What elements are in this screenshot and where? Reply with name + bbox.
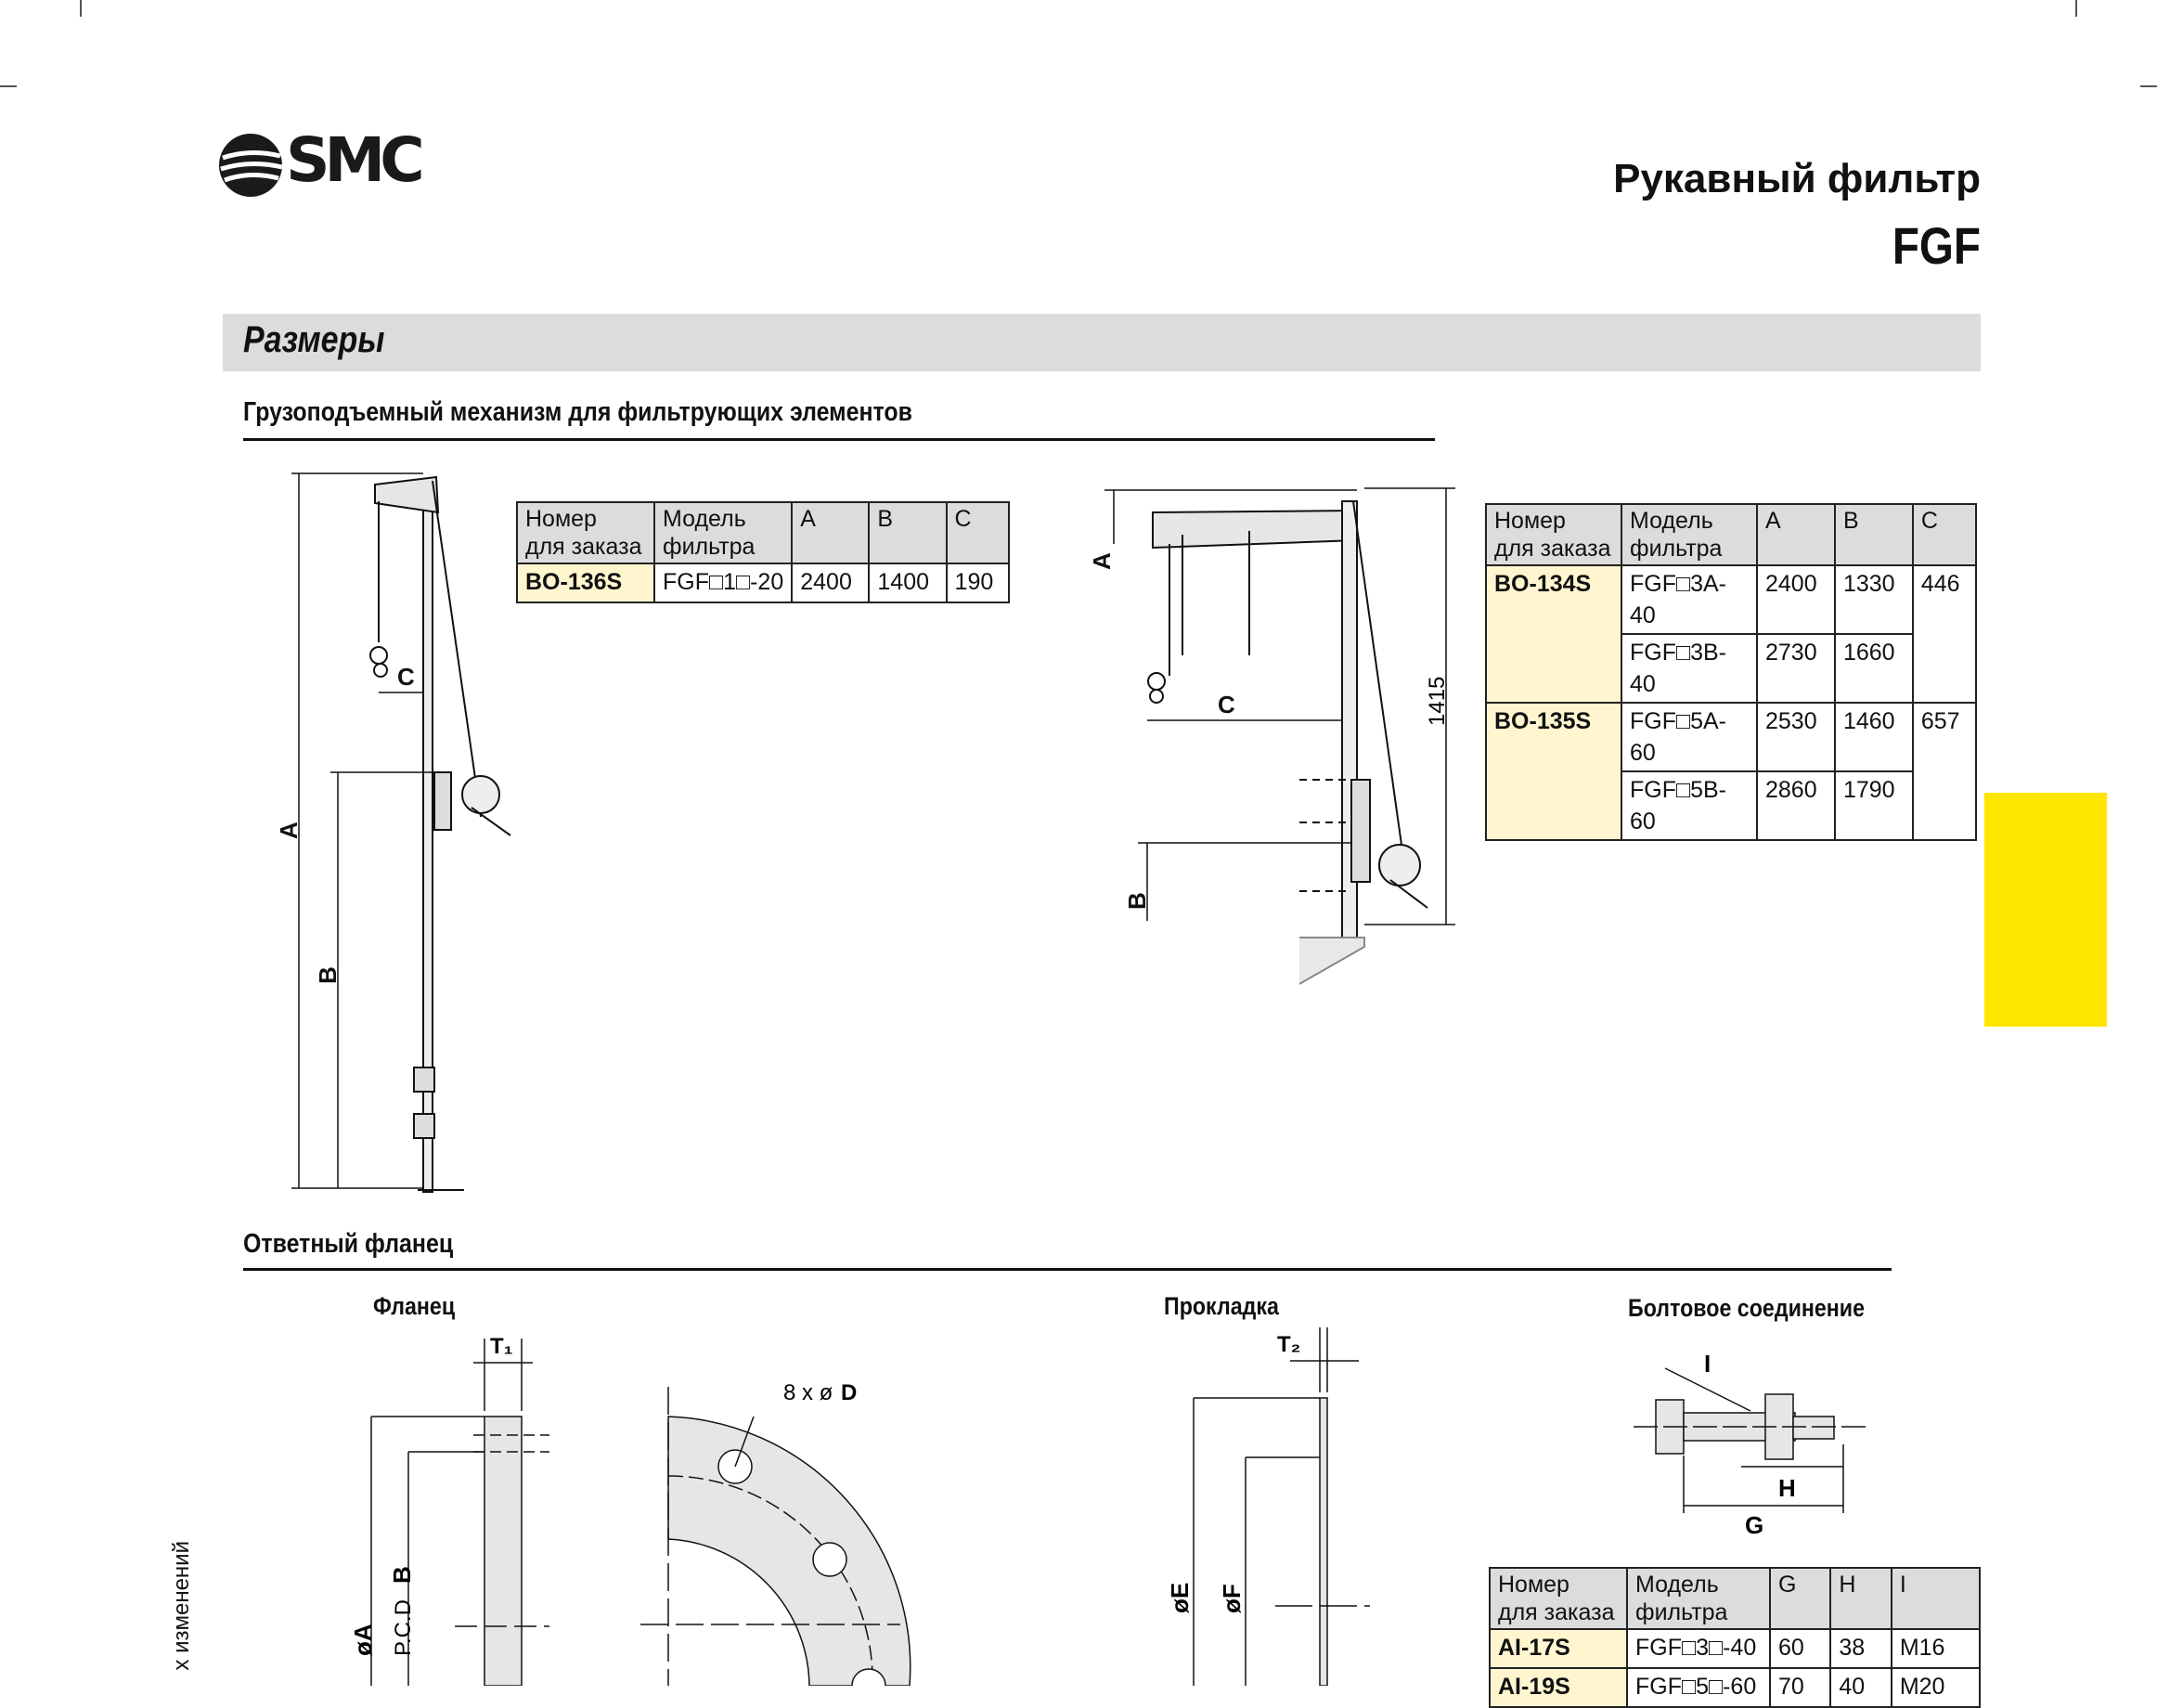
section-title: Размеры <box>243 319 385 360</box>
c-cell: 657 <box>1913 703 1976 840</box>
b-cell: 1330 <box>1835 565 1913 634</box>
bolt-heading: Болтовое соединение <box>1628 1294 1865 1322</box>
col-a: A <box>1757 504 1835 565</box>
col-h: H <box>1830 1568 1891 1629</box>
flange-rule <box>243 1268 1892 1271</box>
model-cell: FGF□1□-20 <box>654 563 792 602</box>
dim-c-label: C <box>397 663 415 691</box>
table-row <box>1486 703 1976 771</box>
c-cell: 446 <box>1913 565 1976 703</box>
col-b: B <box>1835 504 1913 565</box>
gasket-drawing <box>1151 1327 1383 1686</box>
dim-1415-label: 1415 <box>1425 676 1450 726</box>
of-label: øF <box>1218 1584 1246 1613</box>
b-cell: 1660 <box>1835 634 1913 703</box>
t2-label: T₂ <box>1277 1332 1301 1357</box>
order-cell: BO-135S <box>1486 703 1621 840</box>
b-cell: 1400 <box>869 563 946 602</box>
a-cell: 2400 <box>1757 565 1835 634</box>
g-label: G <box>1745 1511 1764 1539</box>
flange-front-drawing <box>631 1374 947 1686</box>
h-cell: 38 <box>1830 1629 1891 1668</box>
lift-drawing-1 <box>269 464 538 1207</box>
flange-subtitle: Ответный фланец <box>243 1229 454 1259</box>
pcd-b-label: B <box>388 1566 416 1584</box>
col-i: I <box>1892 1568 1980 1629</box>
oe-label: øE <box>1166 1582 1194 1613</box>
logo-swirl-icon <box>215 130 290 204</box>
model-cell: FGF□5B-60 <box>1621 771 1757 840</box>
table-row <box>1490 1629 1980 1668</box>
dim-a-label: A <box>1088 552 1116 570</box>
lift-table-2 <box>1485 503 1977 841</box>
side-note: х изменений <box>169 1541 194 1671</box>
dim-c-label: C <box>1218 691 1235 718</box>
order-cell: AI-17S <box>1490 1629 1627 1668</box>
crop-mark <box>80 0 82 17</box>
model-cell: FGF□3A-40 <box>1621 565 1757 634</box>
bolt-table <box>1489 1567 1981 1708</box>
model-cell: FGF□3B-40 <box>1621 634 1757 703</box>
model-cell: FGF□3□-40 <box>1627 1629 1770 1668</box>
bolt-drawing <box>1624 1346 1875 1541</box>
crop-mark <box>2140 85 2157 87</box>
table-row <box>517 563 1009 602</box>
lift-rule <box>243 438 1435 441</box>
a-cell: 2530 <box>1757 703 1835 771</box>
h-cell: 40 <box>1830 1668 1891 1707</box>
a-cell: 2400 <box>792 563 869 602</box>
logo-text: SMC <box>286 124 420 196</box>
crop-mark <box>2075 0 2077 17</box>
model-cell: FGF□5A-60 <box>1621 703 1757 771</box>
lift-table-1 <box>516 501 1010 603</box>
c-cell: 190 <box>947 563 1009 602</box>
col-order: Номер для заказа <box>517 502 654 563</box>
a-cell: 2860 <box>1757 771 1835 840</box>
lift-subtitle: Грузоподъемный механизм для фильтрующих элементов <box>243 397 913 427</box>
model-cell: FGF□5□-60 <box>1627 1668 1770 1707</box>
dim-b-label: B <box>314 966 342 984</box>
i-cell: M20 <box>1892 1668 1980 1707</box>
flange-side-drawing <box>334 1327 575 1686</box>
holes-d-label: D <box>841 1380 858 1405</box>
col-c: C <box>1913 504 1976 565</box>
t1-label: T₁ <box>490 1334 513 1359</box>
table-row <box>1486 565 1976 634</box>
col-order: Номер для заказа <box>1490 1568 1627 1629</box>
order-cell: BO-134S <box>1486 565 1621 703</box>
side-tab <box>1984 793 2107 1027</box>
dim-b-label: B <box>1123 892 1151 910</box>
col-model: Модель фильтра <box>654 502 792 563</box>
dim-a-label: A <box>275 822 303 839</box>
col-order: Номер для заказа <box>1486 504 1621 565</box>
b-cell: 1460 <box>1835 703 1913 771</box>
page-model: FGF <box>1892 216 1981 275</box>
g-cell: 60 <box>1770 1629 1830 1668</box>
table-row <box>1490 1668 1980 1707</box>
oa-label: øA <box>349 1624 377 1656</box>
col-a: A <box>792 502 869 563</box>
h-label: H <box>1778 1474 1796 1502</box>
col-b: B <box>869 502 946 563</box>
b-cell: 1790 <box>1835 771 1913 840</box>
flange-heading: Фланец <box>373 1292 456 1320</box>
order-cell: AI-19S <box>1490 1668 1627 1707</box>
col-model: Модель фильтра <box>1621 504 1757 565</box>
pcd-label: P.C.D <box>391 1599 416 1656</box>
g-cell: 70 <box>1770 1668 1830 1707</box>
i-label: I <box>1704 1350 1711 1378</box>
holes-label: 8 x ø <box>783 1380 833 1405</box>
col-g: G <box>1770 1568 1830 1629</box>
i-cell: M16 <box>1892 1629 1980 1668</box>
col-c: C <box>947 502 1009 563</box>
lift-drawing-2 <box>1077 473 1466 993</box>
order-cell: BO-136S <box>517 563 654 602</box>
gasket-heading: Прокладка <box>1164 1292 1279 1320</box>
a-cell: 2730 <box>1757 634 1835 703</box>
col-model: Модель фильтра <box>1627 1568 1770 1629</box>
section-band <box>223 314 1981 371</box>
page-title: Рукавный фильтр <box>1613 156 1981 201</box>
brand-logo <box>215 124 429 202</box>
crop-mark <box>0 85 17 87</box>
